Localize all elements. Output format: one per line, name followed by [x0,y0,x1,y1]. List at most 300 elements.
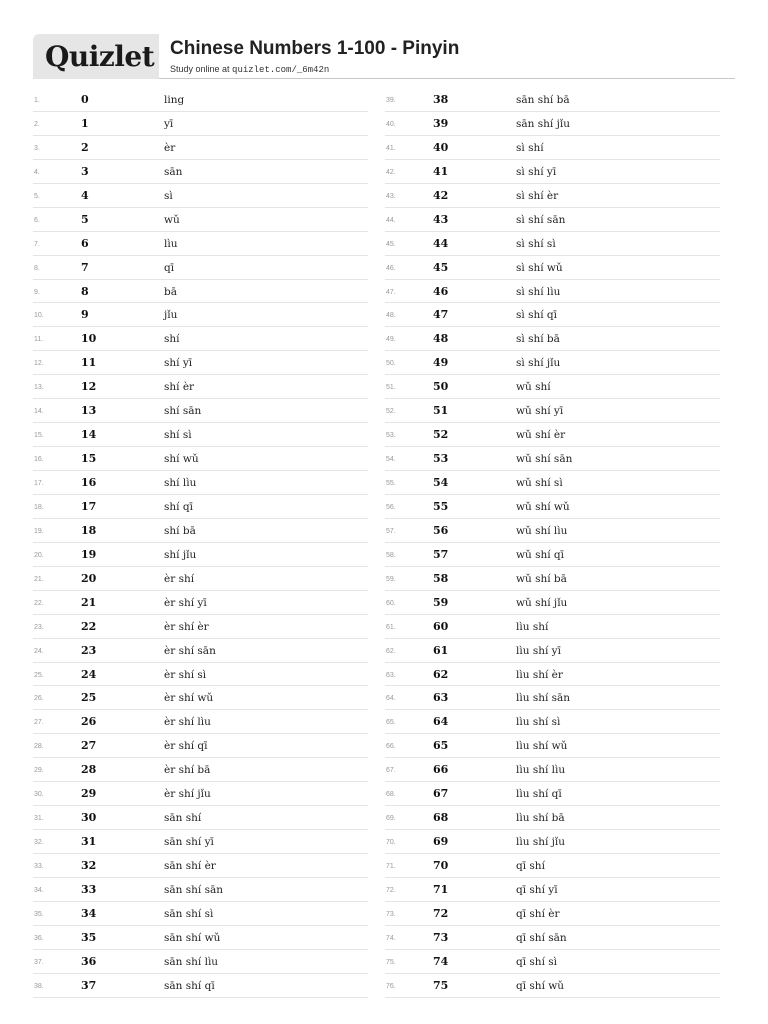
item-index: 27. [34,719,44,727]
item-term: 34 [81,906,97,920]
list-item [33,639,368,663]
list-item [385,830,720,854]
item-index: 30. [34,791,44,799]
item-term: 4 [81,188,89,202]
item-definition: wǔ shí yī [516,405,564,418]
list-item [385,854,720,878]
item-term: 53 [433,452,449,466]
item-definition: shí bā [164,524,196,537]
item-definition: wǔ [164,213,180,226]
item-index: 64. [386,695,396,703]
list-item [385,88,720,112]
item-term: 67 [433,787,449,801]
item-term: 20 [81,571,97,585]
list-item [385,495,720,519]
item-definition: sān shí sì [164,907,214,920]
item-definition: lìu [164,237,178,250]
item-index: 51. [386,384,396,392]
item-term: 75 [433,978,449,992]
item-term: 49 [433,356,449,370]
item-term: 33 [81,882,97,896]
header-divider [159,78,735,79]
item-term: 12 [81,380,97,394]
item-index: 73. [386,910,396,918]
item-term: 30 [81,811,97,825]
item-definition: èr shí bā [164,764,211,777]
item-index: 63. [386,671,396,679]
item-index: 49. [386,336,396,344]
item-definition: wǔ shí [516,381,551,394]
item-term: 2 [81,140,89,154]
item-term: 28 [81,763,97,777]
item-index: 75. [386,958,396,966]
item-definition: wǔ shí qī [516,548,565,561]
item-term: 59 [433,595,449,609]
item-term: 32 [81,859,97,872]
item-definition: sì shí lìu [516,285,561,298]
list-item [33,399,368,423]
item-index: 76. [386,982,396,990]
item-term: 16 [81,476,97,489]
list-item [33,758,368,782]
item-index: 21. [34,575,44,583]
item-index: 2. [34,120,40,128]
item-index: 38. [34,982,44,990]
quizlet-logo[interactable] [33,34,159,79]
list-item [33,926,368,950]
item-definition: qī shí èr [516,907,560,920]
item-definition: èr shí lìu [164,716,211,729]
item-definition: sì shí yī [516,165,557,178]
item-definition: shí [164,333,180,346]
item-index: 43. [386,192,396,200]
item-term: 69 [433,835,449,849]
item-term: 62 [433,667,449,681]
item-term: 11 [81,356,97,370]
item-index: 61. [386,623,396,631]
item-index: 40. [386,120,396,128]
page-subtitle [170,63,329,76]
item-definition: sì shí sān [516,213,566,226]
list-item [385,208,720,232]
list-item [33,686,368,710]
list-item [385,950,720,974]
item-index: 62. [386,647,396,655]
item-definition: lìu shí èr [516,668,563,681]
item-index: 53. [386,432,396,440]
item-index: 72. [386,886,396,894]
item-term: 38 [433,93,449,106]
item-index: 45. [386,240,396,248]
item-term: 19 [81,547,97,561]
list-item [33,208,368,232]
item-definition: ling [164,94,185,106]
item-term: 57 [433,547,449,561]
list-item [385,734,720,758]
list-item [385,136,720,160]
item-definition: qī shí yī [516,883,558,896]
item-term: 63 [433,691,449,705]
list-item [385,758,720,782]
list-item [33,447,368,471]
item-definition: èr shí èr [164,620,209,633]
list-item [33,878,368,902]
item-term: 50 [433,380,449,394]
list-item [33,471,368,495]
list-item [33,950,368,974]
list-item [33,830,368,854]
item-definition: qī shí [516,860,545,872]
list-item [385,710,720,734]
item-index: 56. [386,503,396,511]
list-item [33,591,368,615]
item-index: 18. [34,503,44,511]
item-definition: lìu shí [516,620,549,633]
item-index: 29. [34,767,44,775]
item-index: 57. [386,527,396,535]
item-index: 6. [34,216,40,224]
list-item [385,184,720,208]
item-index: 32. [34,839,44,847]
item-term: 36 [81,954,97,968]
list-item [33,351,368,375]
item-term: 14 [81,428,97,442]
item-term: 31 [81,835,97,849]
study-link[interactable]: quizlet.com/_6m42n [232,65,330,75]
list-item [385,375,720,399]
item-definition: lìu shí jǐu [516,836,566,849]
item-term: 56 [433,523,449,537]
list-item [385,447,720,471]
list-item [33,567,368,591]
item-index: 5. [34,192,40,200]
item-term: 17 [81,499,97,513]
item-term: 41 [433,164,449,178]
item-term: 25 [81,691,97,705]
item-index: 58. [386,551,396,559]
item-index: 24. [34,647,44,655]
list-item [385,591,720,615]
item-definition: sì shí bā [516,333,560,346]
item-term: 7 [81,260,89,274]
item-index: 8. [34,264,40,272]
list-item [33,88,368,112]
item-definition: sān shí bā [516,94,570,106]
list-item [385,471,720,495]
list-item [385,782,720,806]
item-definition: shí qī [164,500,193,513]
item-definition: lìu shí qī [516,788,562,801]
list-item [385,519,720,543]
item-definition: lìu shí yī [516,644,561,657]
list-item [33,495,368,519]
item-index: 34. [34,886,44,894]
item-definition: lìu shí wǔ [516,740,568,753]
item-definition: sān shí wǔ [164,931,221,944]
item-index: 42. [386,168,396,176]
item-definition: wǔ shí sì [516,477,563,489]
item-index: 1. [34,97,40,104]
item-term: 68 [433,811,449,825]
list-item [385,615,720,639]
item-index: 35. [34,910,44,918]
item-index: 71. [386,863,396,870]
item-definition: wǔ shí èr [516,429,566,442]
list-item [33,663,368,687]
item-index: 65. [386,719,396,727]
right-column [385,88,720,998]
item-definition: shí sì [164,429,192,442]
item-definition: sān shí qī [164,979,215,992]
item-term: 0 [81,93,89,106]
item-definition: sān shí lìu [164,955,219,968]
item-definition: sān shí jǐu [516,117,570,130]
list-item [33,974,368,998]
page-header [33,34,735,79]
item-definition: qī shí wǔ [516,979,565,992]
item-term: 47 [433,308,449,322]
list-item [33,615,368,639]
item-term: 24 [81,667,97,681]
item-term: 51 [433,404,449,418]
item-term: 37 [81,978,97,992]
item-definition: sān shí sān [164,883,224,896]
item-definition: shí jǐu [164,548,197,561]
item-definition: èr shí sān [164,644,216,657]
list-item [385,663,720,687]
item-term: 45 [433,260,449,274]
item-term: 40 [433,140,449,154]
item-index: 55. [386,480,396,487]
list-item [385,902,720,926]
item-index: 4. [34,168,40,176]
item-index: 9. [34,288,40,296]
subtitle-prefix: Study online at [170,64,233,74]
item-index: 22. [34,599,44,607]
item-definition: sì shí sì [516,237,556,250]
item-term: 42 [433,188,449,202]
item-definition: sì shí jǐu [516,357,561,370]
item-index: 70. [386,839,396,847]
item-definition: sān shí yī [164,836,214,849]
item-term: 44 [433,236,449,250]
item-definition: wǔ shí lìu [516,524,568,537]
item-term: 10 [81,332,97,346]
item-index: 67. [386,767,396,775]
list-item [33,136,368,160]
item-term: 15 [81,452,97,466]
item-term: 55 [433,499,449,513]
item-index: 59. [386,575,396,583]
item-definition: èr shí sì [164,668,207,681]
item-term: 65 [433,739,449,753]
list-item [385,926,720,950]
item-index: 41. [386,144,396,152]
item-index: 3. [34,144,40,152]
list-item [33,327,368,351]
item-index: 66. [386,743,396,751]
logo-text: Quizlet [45,40,155,73]
list-item [33,710,368,734]
item-definition: sì shí qī [516,309,558,322]
item-term: 54 [433,476,449,489]
item-term: 22 [81,619,97,633]
item-term: 6 [81,236,89,250]
item-definition: shí wǔ [164,453,199,466]
item-definition: èr shí [164,572,195,585]
item-definition: qī shí sì [516,955,558,968]
item-definition: èr shí wǔ [164,692,214,705]
list-item [33,232,368,256]
item-term: 5 [81,212,89,226]
item-index: 60. [386,599,396,607]
item-term: 1 [81,116,89,130]
item-term: 46 [433,284,449,298]
item-definition: wǔ shí jǐu [516,596,568,609]
list-item [385,232,720,256]
item-definition: shí lìu [164,477,197,489]
item-term: 74 [433,954,449,968]
list-item [385,256,720,280]
item-definition: bā [164,285,177,298]
item-index: 26. [34,695,44,703]
item-definition: jǐu [164,309,178,322]
item-definition: wǔ shí wǔ [516,500,570,513]
list-item [385,974,720,998]
item-term: 43 [433,212,449,226]
item-definition: sì [164,189,173,202]
list-item [33,854,368,878]
item-index: 36. [34,934,44,942]
item-definition: sān [164,165,183,178]
item-definition: yī [164,117,174,130]
list-item [385,303,720,327]
list-item [33,519,368,543]
item-index: 33. [34,863,44,870]
item-index: 37. [34,958,44,966]
list-item [385,567,720,591]
item-term: 13 [81,404,97,418]
list-item [33,423,368,447]
list-item [33,782,368,806]
list-item [33,184,368,208]
item-term: 52 [433,428,449,442]
list-item [33,280,368,304]
item-term: 27 [81,739,97,753]
list-item [33,375,368,399]
item-term: 29 [81,787,97,801]
item-definition: lìu shí sān [516,692,571,705]
list-item [33,112,368,136]
list-item [385,806,720,830]
list-item [385,112,720,136]
item-definition: èr [164,141,176,154]
item-index: 28. [34,743,44,751]
item-index: 68. [386,791,396,799]
item-definition: wǔ shí bā [516,572,567,585]
item-definition: shí sān [164,405,202,418]
item-definition: sān shí [164,812,202,825]
item-definition: sì shí wǔ [516,261,563,274]
item-index: 54. [386,456,396,464]
list-item [33,543,368,567]
item-index: 47. [386,288,396,296]
list-item [33,734,368,758]
item-index: 44. [386,216,396,224]
item-term: 64 [433,715,449,729]
list-item [33,303,368,327]
item-definition: lìu shí sì [516,716,561,729]
list-item [385,639,720,663]
list-item [33,256,368,280]
item-term: 9 [81,308,89,322]
item-index: 17. [34,480,44,487]
item-definition: sān shí èr [164,860,216,872]
item-index: 23. [34,623,44,631]
item-index: 52. [386,408,396,416]
item-index: 39. [386,97,396,104]
item-term: 72 [433,906,449,920]
item-index: 16. [34,456,44,464]
list-item [385,327,720,351]
item-index: 46. [386,264,396,272]
item-term: 61 [433,643,449,657]
item-term: 3 [81,164,89,178]
item-term: 8 [81,284,89,298]
item-term: 21 [81,595,97,609]
item-definition: shí èr [164,381,195,394]
item-definition: lìu shí lìu [516,764,566,777]
item-index: 74. [386,934,396,942]
list-item [385,423,720,447]
list-item [33,806,368,830]
list-item [33,160,368,184]
list-item [385,351,720,375]
item-term: 58 [433,571,449,585]
item-definition: shí yī [164,357,193,370]
list-item [385,160,720,184]
item-definition: wǔ shí sān [516,453,573,466]
item-index: 11. [34,336,44,344]
list-item [385,543,720,567]
item-term: 26 [81,715,97,729]
item-index: 69. [386,815,396,823]
item-index: 19. [34,527,44,535]
item-term: 70 [433,859,449,872]
left-column [33,88,368,998]
item-index: 13. [34,384,44,392]
item-term: 73 [433,930,449,944]
item-term: 39 [433,116,449,130]
item-definition: sì shí [516,141,544,154]
item-term: 18 [81,523,97,537]
item-term: 71 [433,882,449,896]
item-definition: sì shí èr [516,189,559,202]
item-index: 50. [386,360,396,368]
item-index: 25. [34,671,44,679]
list-item [385,686,720,710]
item-term: 66 [433,763,449,777]
item-definition: èr shí jǐu [164,788,211,801]
item-index: 7. [34,240,40,248]
item-term: 35 [81,930,97,944]
item-index: 14. [34,408,44,416]
list-item [385,878,720,902]
item-definition: èr shí qī [164,740,208,753]
list-item [33,902,368,926]
item-definition: qī [164,261,175,274]
item-index: 20. [34,551,44,559]
